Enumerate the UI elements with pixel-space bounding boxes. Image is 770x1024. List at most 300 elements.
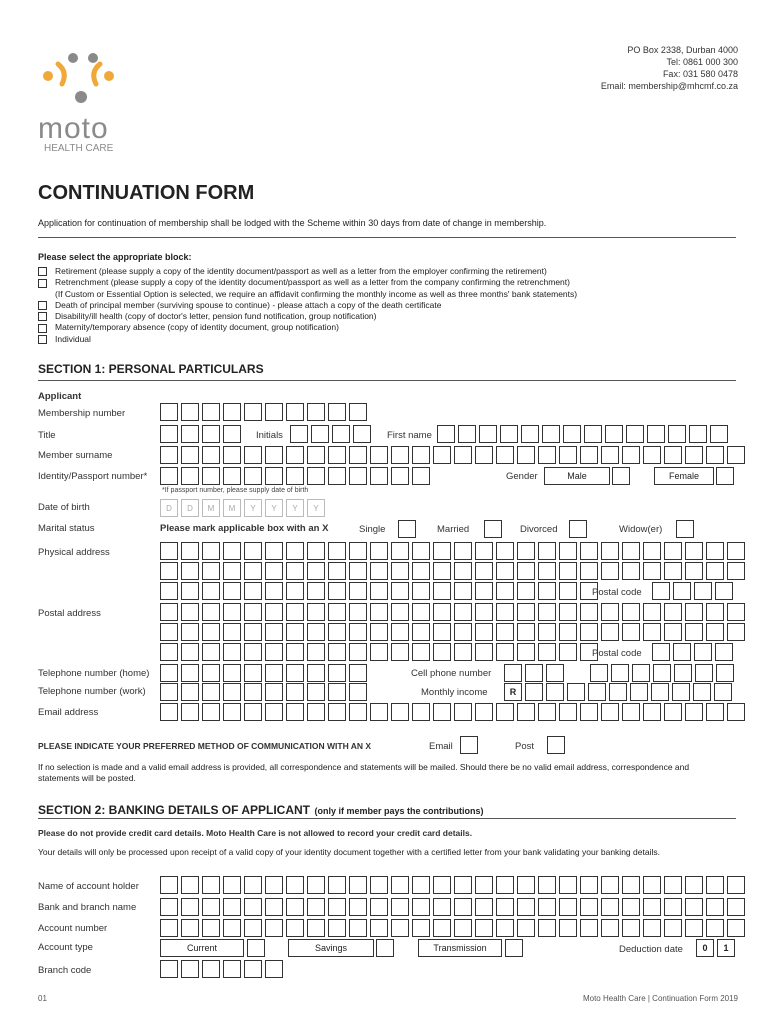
- input-box[interactable]: [538, 582, 556, 600]
- input-box[interactable]: [454, 542, 472, 560]
- input-box[interactable]: [223, 960, 241, 978]
- input-box[interactable]: [307, 898, 325, 916]
- input-box[interactable]: [202, 683, 220, 701]
- input-box[interactable]: [706, 603, 724, 621]
- input-box[interactable]: [479, 425, 497, 443]
- input-box[interactable]: [349, 467, 367, 485]
- input-box[interactable]: [538, 446, 556, 464]
- input-box[interactable]: [601, 542, 619, 560]
- input-box[interactable]: [391, 623, 409, 641]
- input-box[interactable]: [223, 403, 241, 421]
- input-box[interactable]: [244, 623, 262, 641]
- input-box[interactable]: [353, 425, 371, 443]
- dob-box[interactable]: Y: [286, 499, 304, 517]
- input-box[interactable]: [706, 623, 724, 641]
- input-box[interactable]: [653, 664, 671, 682]
- physical-address-row-2[interactable]: [160, 562, 745, 580]
- input-box[interactable]: [563, 425, 581, 443]
- surname-boxes[interactable]: [160, 446, 745, 464]
- checkbox[interactable]: [38, 301, 47, 310]
- input-box[interactable]: [265, 562, 283, 580]
- input-box[interactable]: [244, 960, 262, 978]
- input-box[interactable]: [328, 446, 346, 464]
- input-box[interactable]: [559, 876, 577, 894]
- email-boxes[interactable]: [160, 703, 745, 721]
- input-box[interactable]: [601, 446, 619, 464]
- input-box[interactable]: [643, 876, 661, 894]
- input-box[interactable]: [244, 446, 262, 464]
- input-box[interactable]: [244, 603, 262, 621]
- input-box[interactable]: [223, 919, 241, 937]
- input-box[interactable]: [307, 683, 325, 701]
- input-box[interactable]: [567, 683, 585, 701]
- input-box[interactable]: [559, 603, 577, 621]
- input-box[interactable]: [475, 643, 493, 661]
- input-box[interactable]: [706, 446, 724, 464]
- input-box[interactable]: [307, 664, 325, 682]
- input-box[interactable]: [391, 643, 409, 661]
- input-box[interactable]: [685, 703, 703, 721]
- input-box[interactable]: [454, 582, 472, 600]
- input-box[interactable]: [454, 703, 472, 721]
- input-box[interactable]: [328, 603, 346, 621]
- input-box[interactable]: [328, 703, 346, 721]
- input-box[interactable]: [475, 919, 493, 937]
- input-box[interactable]: [244, 467, 262, 485]
- input-box[interactable]: [265, 582, 283, 600]
- input-box[interactable]: [328, 582, 346, 600]
- input-box[interactable]: [286, 403, 304, 421]
- input-box[interactable]: [202, 562, 220, 580]
- input-box[interactable]: [695, 664, 713, 682]
- input-box[interactable]: [391, 898, 409, 916]
- input-box[interactable]: [652, 643, 670, 661]
- input-box[interactable]: [370, 603, 388, 621]
- input-box[interactable]: [328, 542, 346, 560]
- input-box[interactable]: [223, 623, 241, 641]
- input-box[interactable]: [504, 664, 522, 682]
- postal-address-row-3[interactable]: [160, 643, 598, 661]
- input-box[interactable]: [265, 403, 283, 421]
- input-box[interactable]: [643, 919, 661, 937]
- input-box[interactable]: [727, 876, 745, 894]
- branch-code-boxes[interactable]: [160, 960, 283, 978]
- input-box[interactable]: [601, 562, 619, 580]
- input-box[interactable]: [244, 582, 262, 600]
- input-box[interactable]: [647, 425, 665, 443]
- input-box[interactable]: [412, 446, 430, 464]
- input-box[interactable]: [433, 643, 451, 661]
- input-box[interactable]: [689, 425, 707, 443]
- input-box[interactable]: [160, 623, 178, 641]
- type-current[interactable]: Current: [160, 939, 244, 957]
- input-box[interactable]: [160, 876, 178, 894]
- input-box[interactable]: [412, 603, 430, 621]
- input-box[interactable]: [538, 703, 556, 721]
- input-box[interactable]: [286, 643, 304, 661]
- input-box[interactable]: [622, 603, 640, 621]
- dob-box[interactable]: Y: [244, 499, 262, 517]
- input-box[interactable]: [328, 919, 346, 937]
- input-box[interactable]: [685, 623, 703, 641]
- input-box[interactable]: [307, 467, 325, 485]
- input-box[interactable]: [517, 643, 535, 661]
- input-box[interactable]: [160, 703, 178, 721]
- input-box[interactable]: [290, 425, 308, 443]
- input-box[interactable]: [223, 643, 241, 661]
- input-box[interactable]: [181, 446, 199, 464]
- input-box[interactable]: [307, 643, 325, 661]
- input-box[interactable]: [706, 898, 724, 916]
- input-box[interactable]: [496, 582, 514, 600]
- input-box[interactable]: [328, 562, 346, 580]
- input-box[interactable]: [622, 898, 640, 916]
- type-savings-box[interactable]: [376, 939, 394, 957]
- checkbox[interactable]: [38, 335, 47, 344]
- input-box[interactable]: [727, 446, 745, 464]
- input-box[interactable]: [391, 542, 409, 560]
- input-box[interactable]: [160, 582, 178, 600]
- input-box[interactable]: [265, 603, 283, 621]
- input-box[interactable]: [622, 562, 640, 580]
- title-boxes[interactable]: [160, 425, 241, 443]
- input-box[interactable]: [496, 603, 514, 621]
- input-box[interactable]: [538, 643, 556, 661]
- input-box[interactable]: [433, 919, 451, 937]
- input-box[interactable]: [202, 664, 220, 682]
- input-box[interactable]: [160, 664, 178, 682]
- input-box[interactable]: [685, 898, 703, 916]
- input-box[interactable]: [454, 603, 472, 621]
- input-box[interactable]: [412, 876, 430, 894]
- input-box[interactable]: [286, 898, 304, 916]
- input-box[interactable]: [349, 542, 367, 560]
- tel-home-boxes[interactable]: [160, 664, 220, 682]
- input-box[interactable]: [328, 898, 346, 916]
- input-box[interactable]: [496, 919, 514, 937]
- input-box[interactable]: [202, 467, 220, 485]
- input-box[interactable]: [349, 683, 367, 701]
- input-box[interactable]: [223, 603, 241, 621]
- input-box[interactable]: [433, 703, 451, 721]
- input-box[interactable]: [181, 664, 199, 682]
- input-box[interactable]: [181, 683, 199, 701]
- type-savings[interactable]: Savings: [288, 939, 374, 957]
- input-box[interactable]: [181, 919, 199, 937]
- input-box[interactable]: [370, 582, 388, 600]
- input-box[interactable]: [454, 919, 472, 937]
- input-box[interactable]: [475, 898, 493, 916]
- input-box[interactable]: [412, 703, 430, 721]
- input-box[interactable]: [412, 919, 430, 937]
- divorced-box[interactable]: [569, 520, 587, 538]
- input-box[interactable]: [265, 623, 283, 641]
- input-box[interactable]: [181, 403, 199, 421]
- input-box[interactable]: [349, 446, 367, 464]
- input-box[interactable]: [370, 542, 388, 560]
- comm-post-box[interactable]: [547, 736, 565, 754]
- input-box[interactable]: [538, 898, 556, 916]
- checkbox[interactable]: [38, 279, 47, 288]
- input-box[interactable]: [727, 542, 745, 560]
- input-box[interactable]: [223, 446, 241, 464]
- input-box[interactable]: [475, 703, 493, 721]
- input-box[interactable]: [559, 542, 577, 560]
- input-box[interactable]: [286, 919, 304, 937]
- input-box[interactable]: [265, 683, 283, 701]
- input-box[interactable]: [580, 623, 598, 641]
- input-box[interactable]: [265, 919, 283, 937]
- input-box[interactable]: [622, 919, 640, 937]
- input-box[interactable]: [311, 425, 329, 443]
- input-box[interactable]: [286, 446, 304, 464]
- input-box[interactable]: [727, 703, 745, 721]
- input-box[interactable]: [349, 876, 367, 894]
- cell-boxes-2[interactable]: [590, 664, 734, 682]
- input-box[interactable]: [202, 582, 220, 600]
- input-box[interactable]: [328, 876, 346, 894]
- input-box[interactable]: [622, 703, 640, 721]
- input-box[interactable]: [538, 876, 556, 894]
- input-box[interactable]: [391, 446, 409, 464]
- input-box[interactable]: [223, 683, 241, 701]
- input-box[interactable]: [643, 703, 661, 721]
- input-box[interactable]: [160, 603, 178, 621]
- input-box[interactable]: [622, 542, 640, 560]
- input-box[interactable]: [412, 542, 430, 560]
- input-box[interactable]: [328, 664, 346, 682]
- input-box[interactable]: [590, 664, 608, 682]
- initials-boxes[interactable]: [290, 425, 371, 443]
- input-box[interactable]: [202, 919, 220, 937]
- input-box[interactable]: [370, 919, 388, 937]
- input-box[interactable]: [664, 542, 682, 560]
- input-box[interactable]: [525, 664, 543, 682]
- input-box[interactable]: [475, 582, 493, 600]
- input-box[interactable]: [672, 683, 690, 701]
- input-box[interactable]: [622, 446, 640, 464]
- input-box[interactable]: [160, 403, 178, 421]
- input-box[interactable]: [307, 446, 325, 464]
- input-box[interactable]: [202, 446, 220, 464]
- input-box[interactable]: [559, 446, 577, 464]
- dob-box[interactable]: M: [223, 499, 241, 517]
- input-box[interactable]: [559, 623, 577, 641]
- input-box[interactable]: [559, 562, 577, 580]
- input-box[interactable]: [349, 562, 367, 580]
- input-box[interactable]: [727, 562, 745, 580]
- physical-address-row-3[interactable]: [160, 582, 598, 600]
- input-box[interactable]: [202, 643, 220, 661]
- input-box[interactable]: [349, 403, 367, 421]
- input-box[interactable]: [643, 603, 661, 621]
- input-box[interactable]: [652, 582, 670, 600]
- input-box[interactable]: [475, 623, 493, 641]
- input-box[interactable]: [538, 623, 556, 641]
- input-box[interactable]: [525, 683, 543, 701]
- dob-boxes[interactable]: [160, 499, 325, 517]
- input-box[interactable]: [538, 603, 556, 621]
- gender-female[interactable]: Female: [654, 467, 714, 485]
- input-box[interactable]: [328, 643, 346, 661]
- comm-email-box[interactable]: [460, 736, 478, 754]
- input-box[interactable]: [265, 643, 283, 661]
- dob-box[interactable]: Y: [307, 499, 325, 517]
- input-box[interactable]: [542, 425, 560, 443]
- input-box[interactable]: [710, 425, 728, 443]
- widow-box[interactable]: [676, 520, 694, 538]
- input-box[interactable]: [685, 876, 703, 894]
- input-box[interactable]: [391, 582, 409, 600]
- input-box[interactable]: [601, 703, 619, 721]
- input-box[interactable]: [454, 562, 472, 580]
- input-box[interactable]: [244, 703, 262, 721]
- input-box[interactable]: [611, 664, 629, 682]
- physical-postal-code[interactable]: [652, 582, 733, 600]
- input-box[interactable]: [307, 603, 325, 621]
- input-box[interactable]: [475, 603, 493, 621]
- input-box[interactable]: [643, 623, 661, 641]
- input-box[interactable]: [286, 876, 304, 894]
- input-box[interactable]: [580, 446, 598, 464]
- input-box[interactable]: [181, 542, 199, 560]
- input-box[interactable]: [673, 582, 691, 600]
- input-box[interactable]: [685, 603, 703, 621]
- input-box[interactable]: [286, 562, 304, 580]
- input-box[interactable]: [202, 623, 220, 641]
- holder-boxes[interactable]: [160, 876, 745, 894]
- input-box[interactable]: [433, 562, 451, 580]
- input-box[interactable]: [475, 562, 493, 580]
- input-box[interactable]: [160, 643, 178, 661]
- deduction-digit-2[interactable]: 1: [717, 939, 735, 957]
- input-box[interactable]: [685, 542, 703, 560]
- input-box[interactable]: [643, 446, 661, 464]
- input-box[interactable]: [349, 898, 367, 916]
- input-box[interactable]: [244, 919, 262, 937]
- input-box[interactable]: [244, 683, 262, 701]
- input-box[interactable]: [244, 876, 262, 894]
- input-box[interactable]: [517, 582, 535, 600]
- input-box[interactable]: [160, 562, 178, 580]
- input-box[interactable]: [391, 876, 409, 894]
- input-box[interactable]: [706, 703, 724, 721]
- input-box[interactable]: [286, 603, 304, 621]
- input-box[interactable]: [265, 542, 283, 560]
- input-box[interactable]: [328, 403, 346, 421]
- input-box[interactable]: [412, 467, 430, 485]
- input-box[interactable]: [307, 403, 325, 421]
- gender-male-box[interactable]: [612, 467, 630, 485]
- input-box[interactable]: [370, 876, 388, 894]
- input-box[interactable]: [685, 446, 703, 464]
- input-box[interactable]: [664, 703, 682, 721]
- input-box[interactable]: [517, 876, 535, 894]
- input-box[interactable]: [181, 425, 199, 443]
- type-transmission-box[interactable]: [505, 939, 523, 957]
- input-box[interactable]: [496, 703, 514, 721]
- input-box[interactable]: [433, 623, 451, 641]
- type-current-box[interactable]: [247, 939, 265, 957]
- input-box[interactable]: [181, 582, 199, 600]
- input-box[interactable]: [622, 876, 640, 894]
- input-box[interactable]: [715, 582, 733, 600]
- input-box[interactable]: [458, 425, 476, 443]
- input-box[interactable]: [601, 876, 619, 894]
- input-box[interactable]: [307, 623, 325, 641]
- input-box[interactable]: [546, 664, 564, 682]
- income-boxes[interactable]: [525, 683, 732, 701]
- input-box[interactable]: [370, 898, 388, 916]
- input-box[interactable]: [181, 562, 199, 580]
- input-box[interactable]: [307, 562, 325, 580]
- input-box[interactable]: [475, 542, 493, 560]
- input-box[interactable]: [223, 876, 241, 894]
- input-box[interactable]: [626, 425, 644, 443]
- input-box[interactable]: [160, 919, 178, 937]
- input-box[interactable]: [715, 643, 733, 661]
- input-box[interactable]: [202, 876, 220, 894]
- input-box[interactable]: [580, 898, 598, 916]
- input-box[interactable]: [580, 603, 598, 621]
- input-box[interactable]: [643, 898, 661, 916]
- input-box[interactable]: [559, 582, 577, 600]
- input-box[interactable]: [286, 703, 304, 721]
- input-box[interactable]: [496, 876, 514, 894]
- type-transmission[interactable]: Transmission: [418, 939, 502, 957]
- input-box[interactable]: [307, 542, 325, 560]
- input-box[interactable]: [500, 425, 518, 443]
- input-box[interactable]: [694, 582, 712, 600]
- input-box[interactable]: [496, 898, 514, 916]
- input-box[interactable]: [202, 403, 220, 421]
- input-box[interactable]: [433, 876, 451, 894]
- checkbox[interactable]: [38, 324, 47, 333]
- input-box[interactable]: [391, 603, 409, 621]
- input-box[interactable]: [674, 664, 692, 682]
- dob-box[interactable]: M: [202, 499, 220, 517]
- input-box[interactable]: [454, 643, 472, 661]
- input-box[interactable]: [412, 623, 430, 641]
- option-retirement[interactable]: Retirement (please supply a copy of the identity document/passport as well as a letter from the employer confirming the retirement): [38, 266, 577, 277]
- input-box[interactable]: [605, 425, 623, 443]
- input-box[interactable]: [580, 562, 598, 580]
- input-box[interactable]: [580, 703, 598, 721]
- input-box[interactable]: [265, 467, 283, 485]
- input-box[interactable]: [664, 919, 682, 937]
- married-box[interactable]: [484, 520, 502, 538]
- input-box[interactable]: [265, 703, 283, 721]
- input-box[interactable]: [328, 623, 346, 641]
- input-box[interactable]: [433, 582, 451, 600]
- input-box[interactable]: [223, 562, 241, 580]
- input-box[interactable]: [265, 898, 283, 916]
- input-box[interactable]: [685, 919, 703, 937]
- input-box[interactable]: [370, 643, 388, 661]
- option-maternity[interactable]: Maternity/temporary absence (copy of identity document, group notification): [38, 322, 577, 333]
- physical-address-row-1[interactable]: [160, 542, 745, 560]
- input-box[interactable]: [181, 603, 199, 621]
- input-box[interactable]: [349, 664, 367, 682]
- input-box[interactable]: [668, 425, 686, 443]
- input-box[interactable]: [286, 542, 304, 560]
- input-box[interactable]: [580, 876, 598, 894]
- input-box[interactable]: [664, 623, 682, 641]
- input-box[interactable]: [181, 467, 199, 485]
- input-box[interactable]: [433, 542, 451, 560]
- input-box[interactable]: [601, 898, 619, 916]
- input-box[interactable]: [370, 562, 388, 580]
